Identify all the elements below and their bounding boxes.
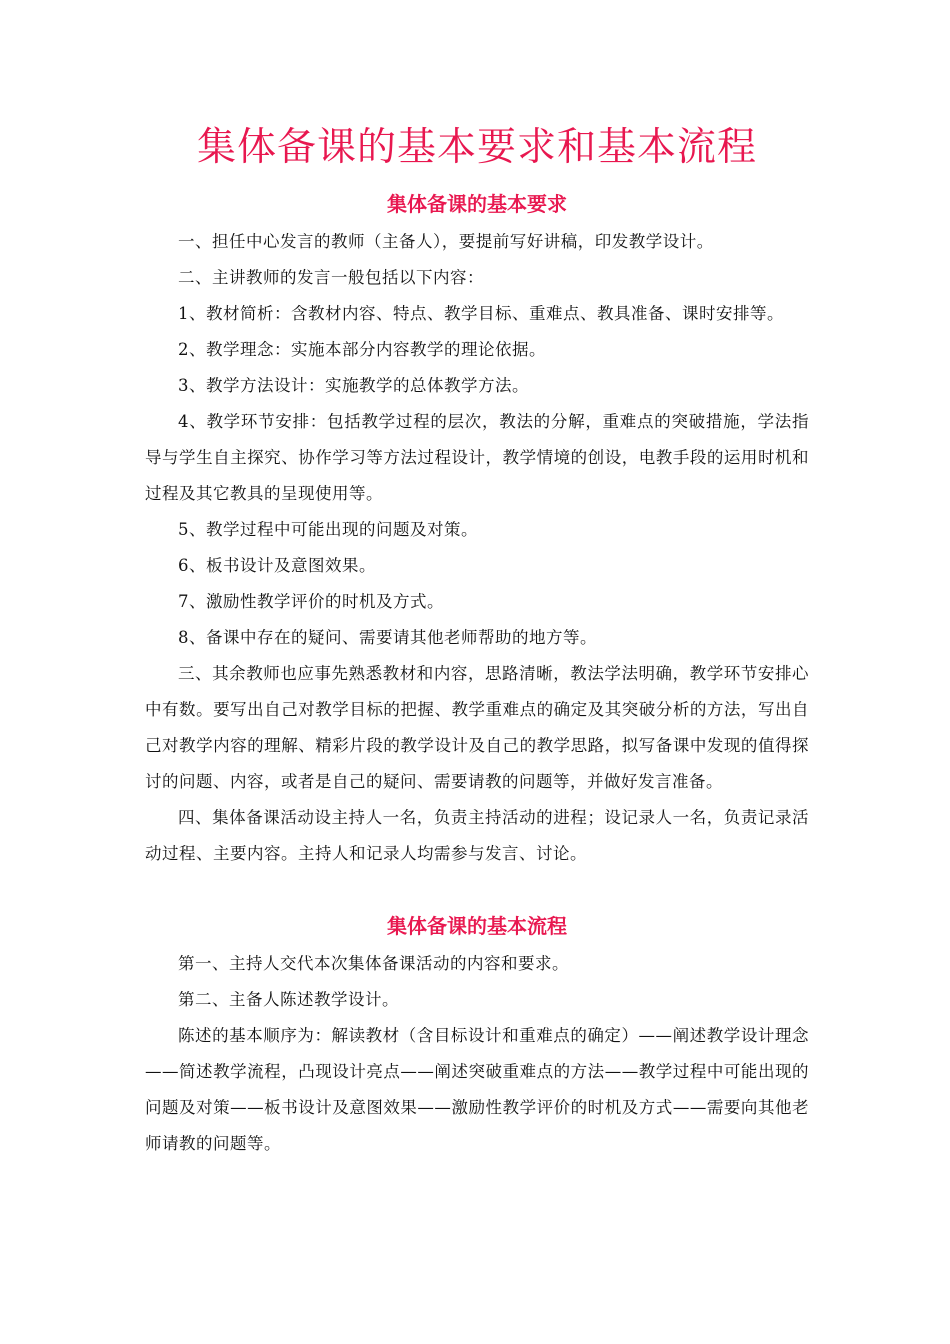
requirement-paragraph: 一、担任中心发言的教师（主备人），要提前写好讲稿，印发教学设计。 (178, 232, 714, 251)
process-heading: 集体备课的基本流程 (387, 914, 567, 938)
requirement-paragraph: 5、教学过程中可能出现的问题及对策。 (178, 520, 478, 539)
process-paragraph: 第二、主备人陈述教学设计。 (178, 990, 399, 1009)
document-title: 集体备课的基本要求和基本流程 (196, 125, 757, 170)
document-page (145, 118, 809, 1162)
requirement-paragraph: 三、其余教师也应事先熟悉教材和内容，思路清晰，教法学法明确，教学环节安排心中有数。要写出自己对教学目标的把握、教学重难点的确定及其突破分析的方法，写出自己对教学内容的理解、精彩片段的教学设计及自己的教学思路，拟写备课中发现的值得探讨的问题、内容，或者是自己的疑问、需要请教的问题等，并做好发言准备。 (145, 664, 809, 791)
requirement-paragraph: 2、教学理念：实施本部分内容教学的理论依据。 (178, 340, 546, 359)
requirements-heading: 集体备课的基本要求 (387, 192, 567, 216)
requirement-paragraph: 二、主讲教师的发言一般包括以下内容： (178, 268, 484, 287)
requirements-section (145, 224, 809, 872)
requirement-paragraph: 3、教学方法设计：实施教学的总体教学方法。 (178, 376, 529, 395)
requirement-paragraph: 7、激励性教学评价的时机及方式。 (178, 592, 444, 611)
requirement-paragraph: 1、教材简析：含教材内容、特点、教学目标、重难点、教具准备、课时安排等。 (178, 304, 784, 323)
requirement-paragraph: 4、教学环节安排：包括教学过程的层次，教法的分解，重难点的突破措施，学法指导与学生自主探究、协作学习等方法过程设计，教学情境的创设，电教手段的运用时机和过程及其它教具的呈现使用等。 (145, 412, 809, 503)
requirement-paragraph: 6、板书设计及意图效果。 (178, 556, 376, 575)
process-section (145, 946, 809, 1162)
process-paragraph: 第一、主持人交代本次集体备课活动的内容和要求。 (178, 954, 569, 973)
requirement-paragraph: 8、备课中存在的疑问、需要请其他老师帮助的地方等。 (178, 628, 597, 647)
requirement-paragraph: 四、集体备课活动设主持人一名，负责主持活动的进程；设记录人一名，负责记录活动过程、主要内容。主持人和记录人均需参与发言、讨论。 (145, 808, 809, 863)
process-paragraph: 陈述的基本顺序为：解读教材（含目标设计和重难点的确定）——阐述教学设计理念——简述教学流程，凸现设计亮点——阐述突破重难点的方法——教学过程中可能出现的问题及对策——板书设计及意图效果——激励性教学评价的时机及方式——需要向其他老师请教的问题等。 (145, 1026, 809, 1153)
